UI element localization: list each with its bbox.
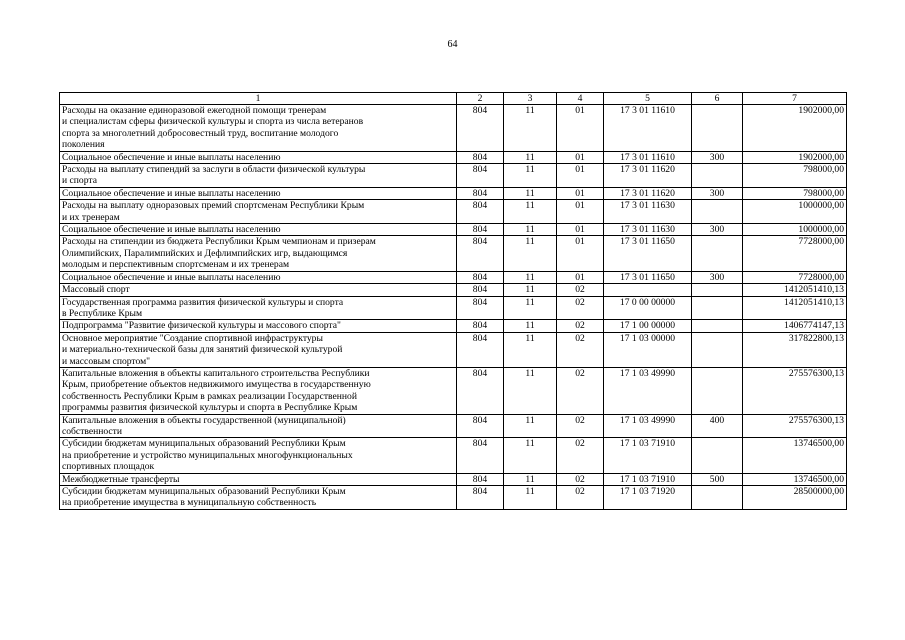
row-col-5: 17 3 01 11630 [604, 200, 692, 224]
row-col-4: 01 [557, 200, 604, 224]
row-name: Социальное обеспечение и иные выплаты населению [60, 151, 457, 163]
row-col-3: 11 [504, 332, 557, 367]
table-row [60, 224, 847, 236]
row-col-4: 02 [557, 320, 604, 332]
budget-table [59, 92, 847, 510]
row-amount: 275576300,13 [743, 367, 847, 414]
row-name: Капитальные вложения в объекты государственной (муниципальной) собственности [60, 414, 457, 438]
table-row [60, 486, 847, 510]
row-amount: 7728000,00 [743, 236, 847, 271]
table-row [60, 271, 847, 283]
row-col-6: 400 [692, 414, 743, 438]
row-amount: 13746500,00 [743, 438, 847, 473]
row-name: Расходы на стипендии из бюджета Республики Крым чемпионам и призерам Олимпийских, Паралимпийских и Дефлимпийских игр, выдающимся молодым и перспективным спортсменам и их тренерам [60, 236, 457, 271]
row-col-6: 300 [692, 187, 743, 199]
row-col-2: 804 [457, 284, 504, 296]
table-row [60, 296, 847, 320]
row-col-6: 300 [692, 271, 743, 283]
row-col-4: 02 [557, 332, 604, 367]
row-col-6 [692, 320, 743, 332]
row-name: Массовый спорт [60, 284, 457, 296]
row-col-2: 804 [457, 236, 504, 271]
row-col-3: 11 [504, 486, 557, 510]
row-amount: 1902000,00 [743, 105, 847, 152]
row-col-3: 11 [504, 187, 557, 199]
row-col-3: 11 [504, 438, 557, 473]
row-col-6 [692, 164, 743, 188]
row-col-2: 804 [457, 473, 504, 485]
row-amount: 7728000,00 [743, 271, 847, 283]
row-col-2: 804 [457, 414, 504, 438]
row-col-2: 804 [457, 200, 504, 224]
row-col-4: 02 [557, 367, 604, 414]
row-col-3: 11 [504, 164, 557, 188]
row-name: Субсидии бюджетам муниципальных образований Республики Крым на приобретение имущества в муниципальную собственность [60, 486, 457, 510]
column-header-4: 4 [557, 93, 604, 105]
table-row [60, 332, 847, 367]
row-name: Капитальные вложения в объекты капитального строительства Республики Крым, приобретение объектов недвижимого имущества в государственную собственность Республики Крым в рамках реализации Государственной программы развития физической культуры и спорта в Республике Крым [60, 367, 457, 414]
row-col-2: 804 [457, 151, 504, 163]
row-name: Основное мероприятие "Создание спортивной инфраструктуры и материально-технической базы для занятий физической культурой и массовым спортом" [60, 332, 457, 367]
row-name: Социальное обеспечение и иные выплаты населению [60, 224, 457, 236]
row-amount: 275576300,13 [743, 414, 847, 438]
row-col-2: 804 [457, 187, 504, 199]
row-col-3: 11 [504, 296, 557, 320]
row-col-6: 300 [692, 224, 743, 236]
table-row [60, 105, 847, 152]
row-col-5 [604, 284, 692, 296]
row-name: Расходы на выплату стипендий за заслуги в области физической культуры и спорта [60, 164, 457, 188]
row-col-3: 11 [504, 284, 557, 296]
row-col-3: 11 [504, 320, 557, 332]
row-col-5: 17 1 03 49990 [604, 414, 692, 438]
row-amount: 1000000,00 [743, 200, 847, 224]
row-col-4: 01 [557, 236, 604, 271]
row-col-3: 11 [504, 200, 557, 224]
table-row [60, 284, 847, 296]
row-amount: 28500000,00 [743, 486, 847, 510]
row-col-5: 17 1 03 71910 [604, 438, 692, 473]
row-col-2: 804 [457, 164, 504, 188]
row-col-4: 02 [557, 284, 604, 296]
row-col-2: 804 [457, 271, 504, 283]
row-col-3: 11 [504, 224, 557, 236]
row-name: Государственная программа развития физической культуры и спорта в Республике Крым [60, 296, 457, 320]
row-col-3: 11 [504, 367, 557, 414]
row-amount: 13746500,00 [743, 473, 847, 485]
row-col-6 [692, 200, 743, 224]
row-col-5: 17 3 01 11610 [604, 105, 692, 152]
column-header-3: 3 [504, 93, 557, 105]
row-col-4: 01 [557, 187, 604, 199]
table-row [60, 473, 847, 485]
row-col-4: 02 [557, 296, 604, 320]
row-col-5: 17 1 00 00000 [604, 320, 692, 332]
row-col-5: 17 3 01 11650 [604, 236, 692, 271]
row-name: Субсидии бюджетам муниципальных образований Республики Крым на приобретение и устройство муниципальных многофункциональных спортивных площадок [60, 438, 457, 473]
row-col-4: 02 [557, 486, 604, 510]
table-row [60, 164, 847, 188]
row-col-5: 17 3 01 11620 [604, 164, 692, 188]
row-col-3: 11 [504, 151, 557, 163]
table-row [60, 236, 847, 271]
row-col-2: 804 [457, 320, 504, 332]
row-col-2: 804 [457, 486, 504, 510]
row-col-3: 11 [504, 473, 557, 485]
row-col-4: 02 [557, 473, 604, 485]
row-col-3: 11 [504, 414, 557, 438]
row-col-6 [692, 236, 743, 271]
row-name: Расходы на оказание единоразовой ежегодной помощи тренерам и специалистам сферы физической культуры и спорта из числа ветеранов спорта за многолетний добросовестный труд, воспитание молодого поколения [60, 105, 457, 152]
column-header-7: 7 [743, 93, 847, 105]
row-col-4: 01 [557, 224, 604, 236]
column-header-5: 5 [604, 93, 692, 105]
row-amount: 317822800,13 [743, 332, 847, 367]
row-col-6 [692, 105, 743, 152]
row-col-2: 804 [457, 224, 504, 236]
row-col-4: 01 [557, 164, 604, 188]
row-col-4: 01 [557, 151, 604, 163]
row-col-6 [692, 486, 743, 510]
row-col-6 [692, 438, 743, 473]
row-col-4: 01 [557, 271, 604, 283]
row-name: Социальное обеспечение и иные выплаты населению [60, 187, 457, 199]
row-amount: 1412051410,13 [743, 296, 847, 320]
row-name: Подпрограмма "Развитие физической культуры и массового спорта" [60, 320, 457, 332]
row-col-5: 17 3 01 11630 [604, 224, 692, 236]
row-amount: 798000,00 [743, 187, 847, 199]
column-header-6: 6 [692, 93, 743, 105]
row-name: Межбюджетные трансферты [60, 473, 457, 485]
table-row [60, 320, 847, 332]
row-col-5: 17 3 01 11620 [604, 187, 692, 199]
row-col-3: 11 [504, 271, 557, 283]
row-col-5: 17 1 03 71910 [604, 473, 692, 485]
row-col-6 [692, 332, 743, 367]
row-amount: 1406774147,13 [743, 320, 847, 332]
row-col-5: 17 1 03 00000 [604, 332, 692, 367]
row-amount: 1000000,00 [743, 224, 847, 236]
column-header-1: 1 [60, 93, 457, 105]
row-col-6: 500 [692, 473, 743, 485]
row-col-5: 17 3 01 11650 [604, 271, 692, 283]
table-row [60, 151, 847, 163]
row-col-6: 300 [692, 151, 743, 163]
page-number: 64 [447, 39, 458, 50]
row-amount: 1902000,00 [743, 151, 847, 163]
row-col-4: 01 [557, 105, 604, 152]
table-row [60, 367, 847, 414]
row-col-4: 02 [557, 414, 604, 438]
row-col-2: 804 [457, 367, 504, 414]
row-col-5: 17 1 03 49990 [604, 367, 692, 414]
table-row [60, 200, 847, 224]
table-row [60, 187, 847, 199]
row-col-2: 804 [457, 296, 504, 320]
row-amount: 1412051410,13 [743, 284, 847, 296]
row-col-5: 17 0 00 00000 [604, 296, 692, 320]
row-col-5: 17 1 03 71920 [604, 486, 692, 510]
row-col-2: 804 [457, 105, 504, 152]
row-col-4: 02 [557, 438, 604, 473]
row-col-2: 804 [457, 332, 504, 367]
table-row [60, 438, 847, 473]
row-col-3: 11 [504, 105, 557, 152]
row-col-2: 804 [457, 438, 504, 473]
row-name: Расходы на выплату одноразовых премий спортсменам Республики Крым и их тренерам [60, 200, 457, 224]
row-col-3: 11 [504, 236, 557, 271]
table-row [60, 414, 847, 438]
row-col-6 [692, 367, 743, 414]
row-col-6 [692, 284, 743, 296]
column-header-2: 2 [457, 93, 504, 105]
table-header-row [60, 93, 847, 105]
row-col-6 [692, 296, 743, 320]
row-col-5: 17 3 01 11610 [604, 151, 692, 163]
row-amount: 798000,00 [743, 164, 847, 188]
row-name: Социальное обеспечение и иные выплаты населению [60, 271, 457, 283]
